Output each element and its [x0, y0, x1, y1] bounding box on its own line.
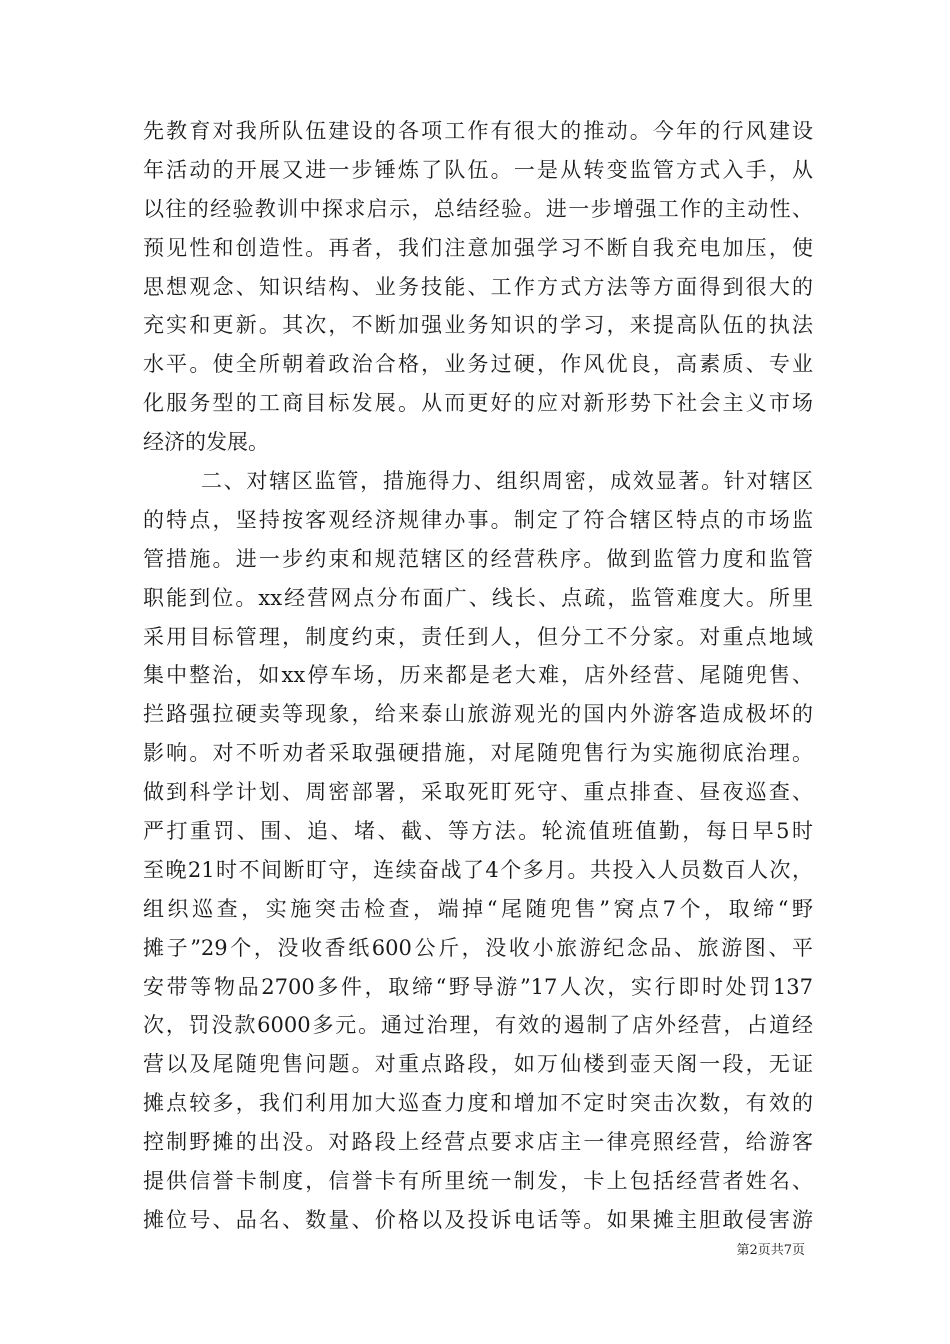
- text-line: 职能到位。xx经营网点分布面广、线长、点疏，监管难度大。所里: [143, 585, 813, 610]
- text-line: 水平。使全所朝着政治合格，业务过硬，作风优良，高素质、专业: [143, 352, 813, 377]
- text-line: 采用目标管理，制度约束，责任到人，但分工不分家。对重点地域: [143, 624, 813, 649]
- text-line: 摊位号、品名、数量、价格以及投诉电话等。如果摊主胆敢侵害游: [143, 1207, 813, 1232]
- paragraph-start-line: 二、对辖区监管，措施得力、组织周密，成效显著。针对辖区: [201, 469, 813, 494]
- page-number: 第2页共7页: [736, 1243, 805, 1258]
- text-line: 摊子”29个，没收香纸600公斤，没收小旅游纪念品、旅游图、平: [143, 935, 813, 960]
- text-line: 集中整治，如xx停车场，历来都是老大难，店外经营、尾随兜售、: [143, 663, 813, 688]
- text-line: 摊点较多，我们利用加大巡查力度和增加不定时突击次数，有效的: [143, 1091, 813, 1116]
- text-line: 以往的经验教训中探求启示，总结经验。进一步增强工作的主动性、: [143, 196, 813, 221]
- text-line: 严打重罚、围、追、堵、截、等方法。轮流值班值勤，每日早5时: [143, 819, 813, 844]
- text-line: 经济的发展。: [143, 430, 269, 455]
- text-line: 年活动的开展又进一步锤炼了队伍。一是从转变监管方式入手，从: [143, 157, 813, 182]
- text-line: 至晚21时不间断盯守，连续奋战了4个多月。共投入人员数百人次，: [143, 857, 813, 882]
- text-line: 次，罚没款6000多元。通过治理，有效的遏制了店外经营，占道经: [143, 1013, 813, 1038]
- text-line: 先教育对我所队伍建设的各项工作有很大的推动。今年的行风建设: [143, 119, 813, 143]
- text-line: 化服务型的工商目标发展。从而更好的应对新形势下社会主义市场: [143, 391, 813, 416]
- text-line: 影响。对不听劝者采取强硬措施，对尾随兜售行为实施彻底治理。: [143, 741, 813, 766]
- text-line: 管措施。进一步约束和规范辖区的经营秩序。做到监管力度和监管: [143, 546, 813, 571]
- text-line: 做到科学计划、周密部署，采取死盯死守、重点排查、昼夜巡查、: [143, 780, 813, 805]
- text-line: 拦路强拉硬卖等现象，给来泰山旅游观光的国内外游客造成极坏的: [143, 702, 813, 727]
- text-line: 预见性和创造性。再者，我们注意加强学习不断自我充电加压，使: [143, 235, 813, 260]
- text-line: 充实和更新。其次，不断加强业务知识的学习，来提高队伍的执法: [143, 313, 813, 338]
- text-line: 安带等物品2700多件，取缔“野导游”17人次，实行即时处罚137: [143, 974, 813, 999]
- text-line: 组织巡查，实施突击检查，端掉“尾随兜售”窝点7个，取缔“野: [143, 896, 813, 921]
- text-line: 的特点，坚持按客观经济规律办事。制定了符合辖区特点的市场监: [143, 507, 813, 532]
- body-text: [143, 112, 813, 1240]
- text-line: 提供信誉卡制度，信誉卡有所里统一制发，卡上包括经营者姓名、: [143, 1169, 813, 1194]
- text-line: 思想观念、知识结构、业务技能、工作方式方法等方面得到很大的: [143, 274, 813, 299]
- text-line: 控制野摊的出没。对路段上经营点要求店主一律亮照经营，给游客: [143, 1130, 813, 1155]
- text-line: 营以及尾随兜售问题。对重点路段，如万仙楼到壶天阁一段，无证: [143, 1052, 813, 1077]
